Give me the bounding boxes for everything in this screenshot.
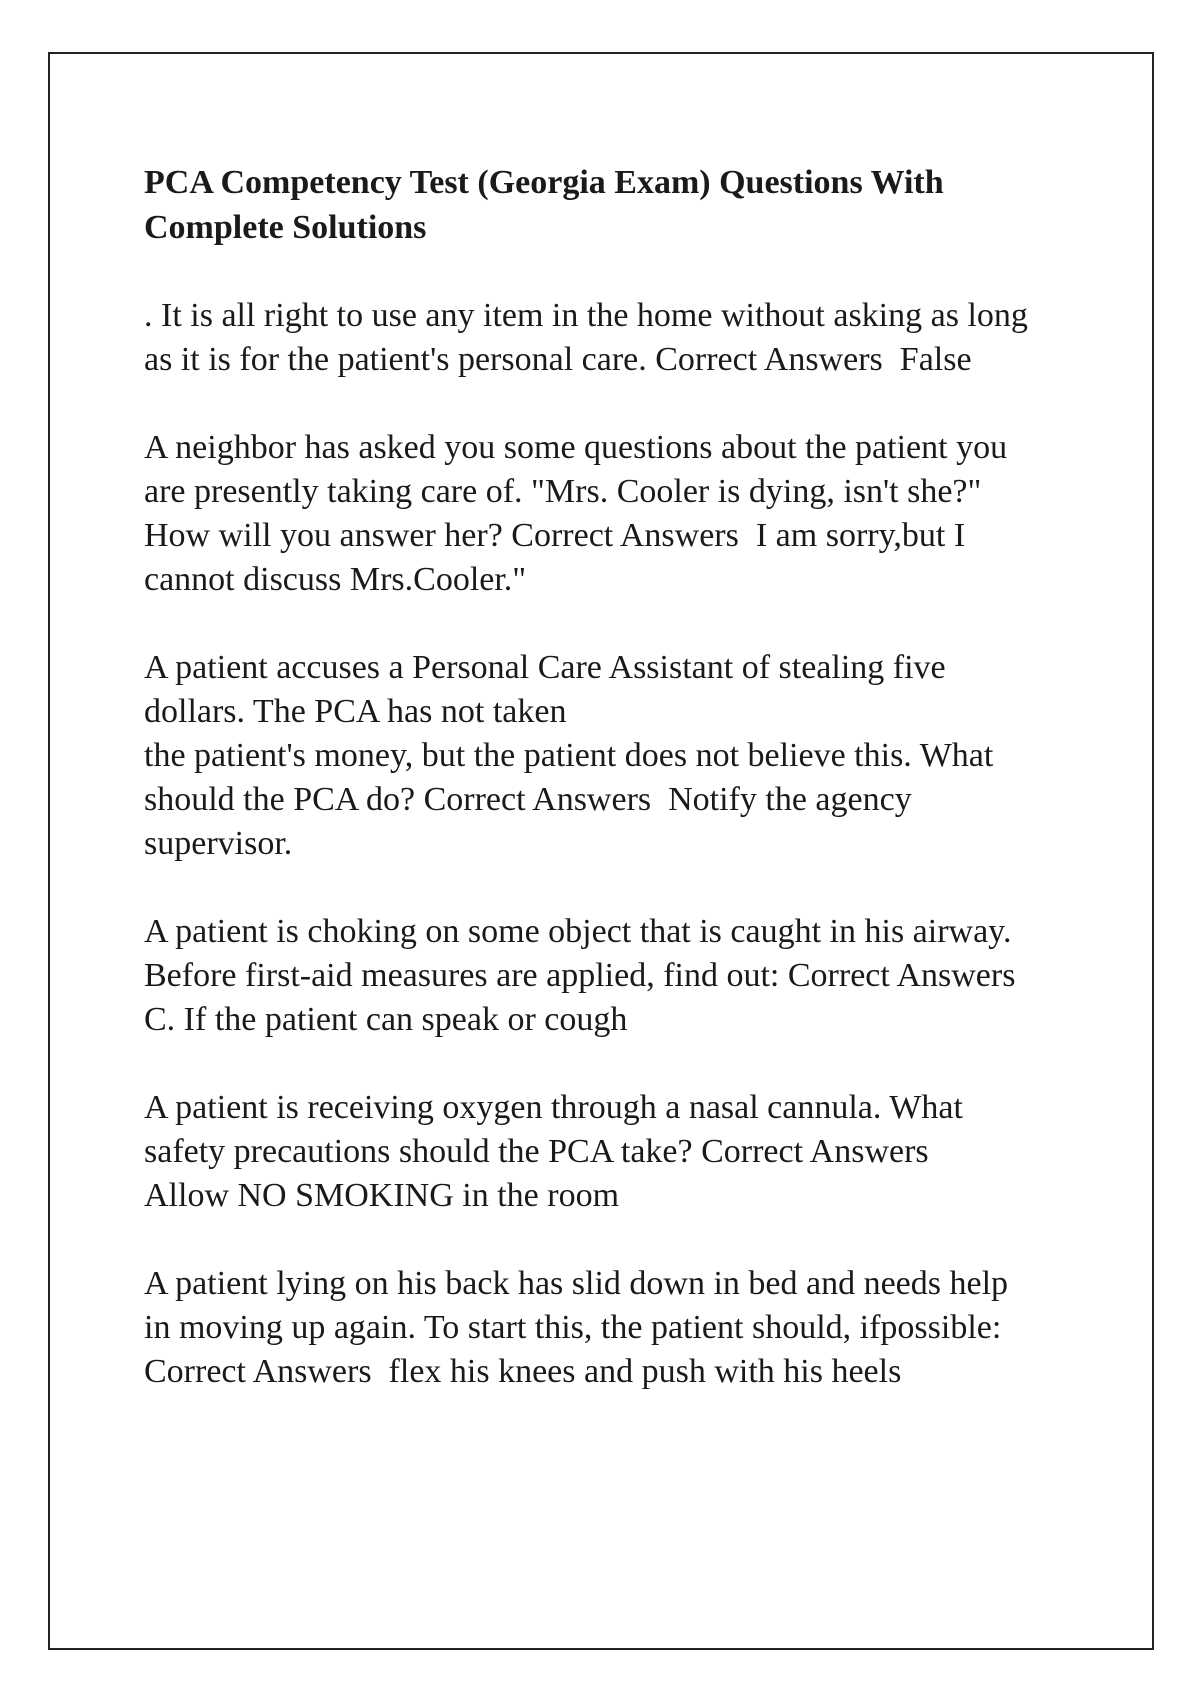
qa-line: are presently taking care of. "Mrs. Cooler is dying, isn't she?": [144, 473, 982, 510]
qa-item: [144, 1262, 1104, 1394]
qa-line: cannot discuss Mrs.Cooler.": [144, 561, 527, 598]
qa-item: [144, 910, 1104, 1042]
qa-line: . It is all right to use any item in the home without asking as long: [144, 297, 1028, 334]
qa-line: A patient is receiving oxygen through a nasal cannula. What: [144, 1089, 963, 1126]
qa-item: [144, 426, 1104, 602]
qa-line: Correct Answers flex his knees and push with his heels: [144, 1353, 902, 1390]
qa-item: [144, 1086, 1104, 1218]
qa-line: A patient is choking on some object that is caught in his airway.: [144, 913, 1012, 950]
qa-item: [144, 294, 1104, 382]
qa-line: How will you answer her? Correct Answers I am sorry,but I: [144, 517, 966, 554]
title-line: PCA Competency Test (Georgia Exam) Questions With: [144, 164, 944, 201]
qa-item: [144, 646, 1104, 866]
qa-line: A patient lying on his back has slid down in bed and needs help: [144, 1265, 1009, 1302]
qa-line: Before first-aid measures are applied, find out: Correct Answers: [144, 957, 1016, 994]
document-page: [48, 52, 1154, 1650]
qa-line: as it is for the patient's personal care. Correct Answers False: [144, 341, 972, 378]
qa-line: C. If the patient can speak or cough: [144, 1001, 628, 1038]
qa-line: supervisor.: [144, 825, 293, 862]
qa-line: should the PCA do? Correct Answers Notify the agency: [144, 781, 912, 818]
qa-line: in moving up again. To start this, the patient should, ifpossible:: [144, 1309, 1002, 1346]
qa-line: dollars. The PCA has not taken: [144, 693, 567, 730]
qa-line: safety precautions should the PCA take? Correct Answers: [144, 1133, 929, 1170]
qa-line: the patient's money, but the patient does not believe this. What: [144, 737, 994, 774]
qa-line: Allow NO SMOKING in the room: [144, 1177, 620, 1214]
document-content: [144, 160, 1104, 1438]
qa-line: A patient accuses a Personal Care Assistant of stealing five: [144, 649, 946, 686]
qa-line: A neighbor has asked you some questions about the patient you: [144, 429, 1008, 466]
document-title: [144, 160, 1104, 250]
title-line: Complete Solutions: [144, 209, 427, 246]
